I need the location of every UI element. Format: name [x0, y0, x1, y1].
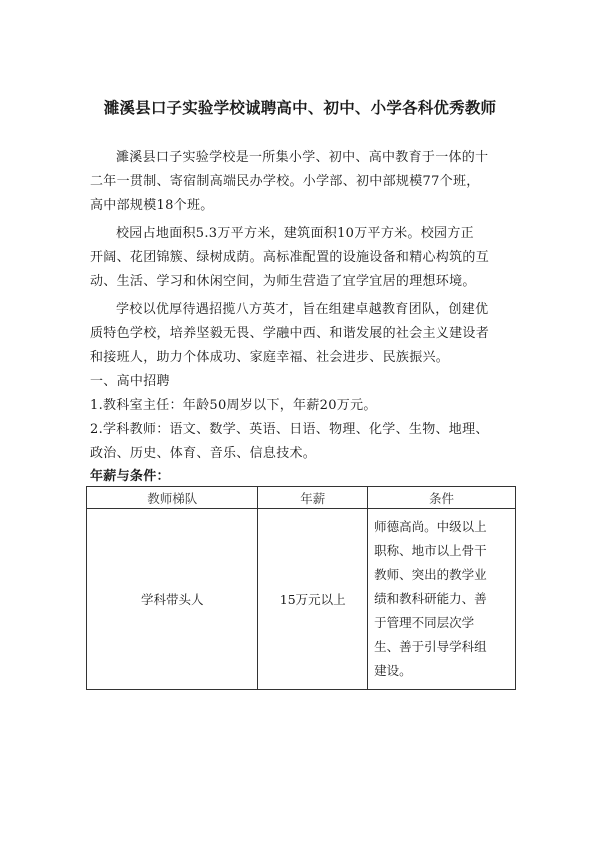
document-body — [90, 146, 510, 488]
text-line: 2.学科教师：语文、数学、英语、日语、物理、化学、生物、地理、 — [90, 422, 489, 437]
text-line: 政治、历史、体育、音乐、信息技术。 — [90, 446, 317, 461]
column-header: 教师梯队 — [87, 487, 258, 509]
text-line: 开阔、花团锦簇、绿树成荫。高标准配置的设施设备和精心构筑的互 — [90, 250, 490, 265]
conditions-line: 建设。 — [374, 663, 412, 678]
tier-cell: 学科带头人 — [87, 509, 258, 690]
conditions-line: 师德高尚。中级以上 — [374, 519, 487, 534]
salary-table — [86, 486, 516, 690]
salary-cell: 15万元以上 — [258, 509, 368, 690]
text-line: 和接班人，助力个体成功、家庭幸福、社会进步、民族振兴。 — [90, 350, 450, 365]
section-heading: 一、高中招聘 — [90, 374, 170, 389]
column-header: 年薪 — [258, 487, 368, 509]
column-header: 条件 — [368, 487, 516, 509]
table-row — [87, 509, 516, 690]
conditions-line: 于管理不同层次学 — [374, 615, 475, 630]
text-line: 校园占地面积5.3万平方米，建筑面积10万平方米。校园方正 — [116, 226, 474, 241]
table-header-row — [87, 487, 516, 509]
page-title: 濉溪县口子实验学校诚聘高中、初中、小学各科优秀教师 — [103, 99, 497, 117]
text-line: 高中部规模18个班。 — [90, 198, 214, 213]
text-line: 动、生活、学习和休闲空间，为师生营造了宜学宜居的理想环境。 — [90, 274, 476, 289]
intro-paragraph — [90, 146, 510, 218]
conditions-line: 教师、突出的教学业 — [374, 567, 487, 582]
campus-paragraph — [90, 222, 510, 294]
list-item: 1.教科室主任：年龄50周岁以下，年薪20万元。 — [90, 398, 377, 413]
text-line: 学校以优厚待遇招揽八方英才，旨在组建卓越教育团队，创建优 — [116, 302, 489, 317]
salary-heading: 年薪与条件： — [90, 469, 170, 484]
conditions-line: 绩和教科研能力、善 — [374, 591, 487, 606]
text-line: 二年一贯制、寄宿制高端民办学校。小学部、初中部规模77个班， — [90, 174, 480, 189]
text-line: 濉溪县口子实验学校是一所集小学、初中、高中教育于一体的十 — [116, 150, 489, 165]
conditions-cell — [368, 509, 516, 690]
conditions-line: 职称、地市以上骨干 — [374, 543, 487, 558]
list-item — [90, 418, 510, 466]
mission-paragraph — [90, 298, 510, 370]
text-line: 质特色学校，培养坚毅无畏、学融中西、和谐发展的社会主义建设者 — [90, 326, 490, 341]
conditions-line: 生、善于引导学科组 — [374, 639, 487, 654]
